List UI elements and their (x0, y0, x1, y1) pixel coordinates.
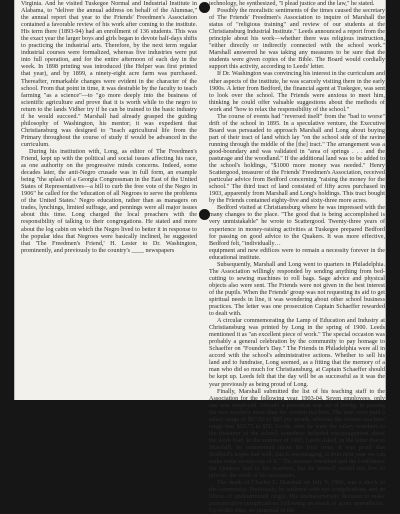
left-paragraph-2: During his institution with, Long, as editor of The Freedmen's Friend, kept up with the political and social issues affecting his race, as one authority on the progressive minds concerns. Indeed, some decades later, the anti-Negro crusade was in full form, an example being "the splash of a Georgia Congressman in the East of the United States of Representatives—a bill to curb the free vote of the Negro in 1906" he called for the 'education of all Negroes to serve the problems of the United States.' Negro education, rather than as managers on trades, lynchings, limited suffrage, and pennings were all major issues about this time. Long charged the local preachers with the responsibility of talking to their congregations. He stated and more about the log cabin on which the Negro lived to better it in response to the popular idea that Negroes were basically inclined, he suggested that 'The Freedmen's Friend,' H. Lester to Dr. Washington, prominently, and previously to the country's ____ newspapers (21, 147, 197, 254)
left-paragraph-1: Virginia. And he visited Tuskegee Normal and Industrial Institute in Alabama, to "deliver the annual address on behalf of the Alumnae," the annual report that year to the Friends' Freedmen's Association contained a favorable review of his work after coming to the institute. His term there (1893-94) had an enrollment of 136 students. This was the exact year the larger boys and girls began to devote half-days shifts to practicing the industrial arts. Therefore, by the next term regular industrial courses were formalized, whereas five industries were put into full operation, and for the entire afternoon of each day in the week. In 1898 printing was introduced (the Helper was first printed that year), and by 1899, a ninety-eight acre farm was purchased. Thereafter, remarkable changes were evident in the character of the school. From that point in time, it was desirable by the faculty to teach farming "as a science"—to "go more deeply into the business of scientific agriculture and prove that it is worth while to the negro to return to the lands Vidher try if he can be trained to the basic industry if he would succeed." Marshall had already grasped the guiding philosophy of Washington, his mentor; it was expedient that Christiansburg was designed to "teach agricultural life from the Primary throughout the course of study if would be advanced in the curriculum. (21, 0, 197, 148)
right-paragraph-1: technology, he synthesized, "I plead justice and the law," he stated. (209, 0, 375, 7)
right-text-column (209, 0, 385, 514)
right-paragraph-9: Finally, Marshall submitted the list of his teaching staff to the Association for the following year, 1903-04. Seven employees, only one was employed. Already a precedent was set of hiring, in passing the new teachers more than the women teachers. The men were paid a salary range of $67.50 to $85 per month, whereas the women teachers' range was $33.75 to $50. Leeds, after he went the salary vouchers to the treasurer of the school, somehow included encouragement about the work load. In the summer of 1903, Leeds asked, in the letter that to Marshall, he commented about the fruit trees. It was proof that Bedford's hopes had well; this is encouraging, is fruit next year we can make some money out of it." The manner remained and the confidence the Quakers had in his teachers, but he himself would not live to procure the work of his successors. (209, 387, 385, 480)
right-paragraph-2: Possibly the moralistic sentiments of the times caused the secretary of The Friends' Freedmen's Association to inquire of Marshall the status of "religious training" and review of our students at the Christiansburg Industrial Institute." Leeds announced a report from the principle about his work—whether there was religious instruction, "either directly or indirectly connected with the school work." Marshall answered he was taking any measures to be sure that the students were given copies of the Bible. The Board would cordially support this activity, according to Leeds' letter. (209, 7, 385, 71)
right-paragraph-4: The course of events had "reversed itself" from the "bad to worse" drift of the school in 1895. In a speculative venture, the Executive Board was persuaded to approach Marshall and Long about buying part of their tract of land which lay "on the school side of the ravine running through the middle of the [the] tract." The arrangement was a good-boundary and was validated in "area of springs . . . and the pasturage and the woodland." If the additional land was to be added to the school's holdings, "$1000 more money was needed." Henry Scattergood, treasurer of the Friends' Freedmen's Association, received particular advice from Bedford concerning "raising the money for the school." The third tract of land consisted of fifty acres purchased in 1903, apparently from Marshall and Long's holdings. This tract bought by the Friends contained eighty-five and sixty-three more acres. (209, 112, 385, 205)
right-paragraph-5: Bedford visited at Christiansburg where he was impressed with the many changes to the place. "The good that is being accomplished is very unmistakable" he wrote to Scattergood. Twenty-three years of experience in money-raising activities at Tuskegee prepared Bedford for passing on good advice to the Quakers. It was more effective, Bedford felt, "individually… (209, 204, 385, 247)
right-paragraph-8: A circular commemorating the Lamp of Education and Industry at Christiansburg was printed by Long in the spring of 1900. Leeds mentioned it as "an excellent piece of work." The special occasion was probably a general celebration by the community to pay homage to Schaeffer on "Founder's Day." The Friends in Philadelphia were all in accord with the school's administrative actions. Whether to sell his land and to fundraise, Long seemed, as a fitting that the memory of a man who did so much for Christiansburg, at Captain Schaeffer should be kept up. Leeds felt that the day will be as successful as it was the year previously as being proud of Long. (209, 317, 385, 388)
right-paragraph-10: The death of Charles L. Marshall on July 9, 1906, was a shock to the community. Previously, he suffered with eye complications and an illness of undetermined origin. His uncharacteristic decision to make postoperative complications following an attack of acute appendicitis. Up to this time, no principal of the (209, 479, 385, 514)
right-paragraph-6: equipment and new edifices were to remain a necessity forever in the educational institute. (209, 246, 385, 261)
right-paragraph-7: Subsequently, Marshall and Long went to quarters in Philadelphia. The Association willingly responded by sending anything from bed-cutting to sewing machines to roll bags. Sage advice and physical objects also were sent. The Friends were not given in the best interest of the pupils. When the Friends' group was not requesting its aid to get spiritual needs in line, it was wondering about other school business practices. The letter was one prosecution Captain Schaeffer rewarded to dealt with. (209, 260, 385, 318)
left-text-column (21, 0, 197, 400)
right-paragraph-3: If Dr. Washington was convincing his interest in the curriculum and other aspects of the institute, he was scarcely visiting there in the early 1900s. A letter from Bedford, the financial agent at Tuskegee, was sent to look over the school. The Friends were anxious to meet him, thinking he could offer valuable suggestions about the methods of work and "how to relax the responsibility of the school." (209, 70, 385, 113)
document-page (14, 0, 386, 514)
